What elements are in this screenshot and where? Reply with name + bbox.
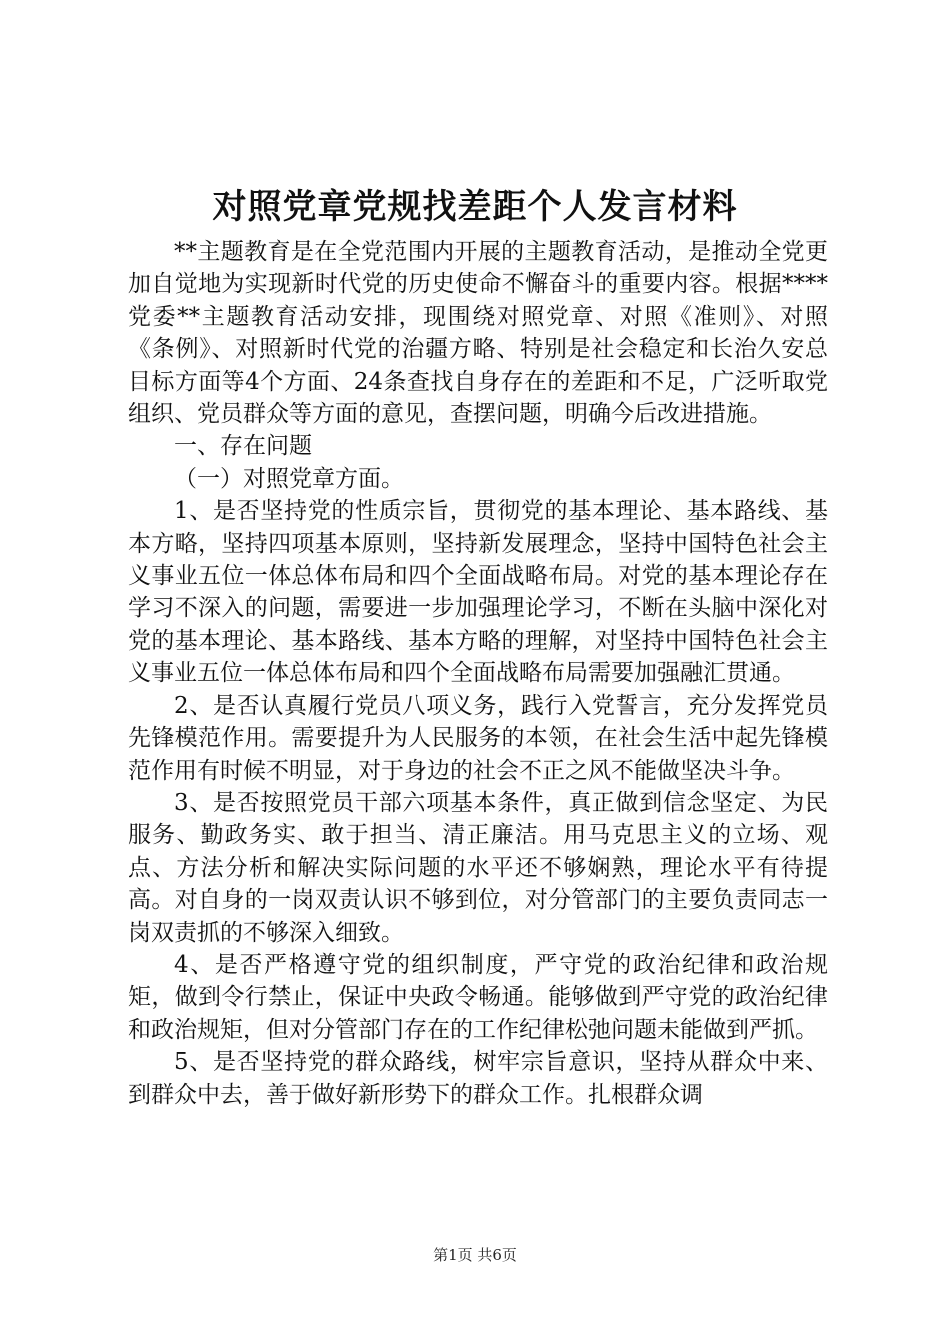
body-paragraph: 2、是否认真履行党员八项义务，践行入党誓言，充分发挥党员先锋模范作用。需要提升为人民服务的本领，在社会生活中起先锋模范作用有时候不明显，对于身边的社会不正之风不能做坚决斗争。	[128, 692, 828, 784]
section-heading: 一、存在问题	[174, 433, 312, 460]
body-paragraph: 1、是否坚持党的性质宗旨，贯彻党的基本理论、基本路线、基本方略，坚持四项基本原则，坚持新发展理念，坚持中国特色社会主义事业五位一体总体布局和四个全面战略布局。对党的基本理论存在学习不深入的问题，需要进一步加强理论学习，不断在头脑中深化对党的基本理论、基本路线、基本方略的理解，对坚持中国特色社会主义事业五位一体总体布局和四个全面战略布局需要加强融汇贯通。	[128, 498, 828, 687]
body-paragraph: 3、是否按照党员干部六项基本条件，真正做到信念坚定、为民服务、勤政务实、敢于担当、清正廉洁。用马克思主义的立场、观点、方法分析和解决实际问题的水平还不够娴熟，理论水平有待提高。对自身的一岗双责认识不够到位，对分管部门的主要负责同志一岗双责抓的不够深入细致。	[128, 789, 828, 946]
body-paragraph: 4、是否严格遵守党的组织制度，严守党的政治纪律和政治规矩，做到令行禁止，保证中央政令畅通。能够做到严守党的政治纪律和政治规矩，但对分管部门存在的工作纪律松弛问题未能做到严抓。	[128, 951, 828, 1043]
subsection-heading: （一）对照党章方面。	[174, 465, 404, 492]
page-number: 第1页 共6页	[433, 1246, 517, 1264]
intro-paragraph: **主题教育是在全党范围内开展的主题教育活动，是推动全党更加自觉地为实现新时代党的历史使命不懈奋斗的重要内容。根据****党委**主题教育活动安排，现围绕对照党章、对照《准则》、对照《条例》、对照新时代党的治疆方略、特别是社会稳定和长治久安总目标方面等4个方面、24条查找自身存在的差距和不足，广泛听取党组织、党员群众等方面的意见，查摆问题，明确今后改进措施。	[128, 239, 828, 428]
body-paragraph: 5、是否坚持党的群众路线，树牢宗旨意识，坚持从群众中来、到群众中去，善于做好新形势下的群众工作。扎根群众调	[128, 1049, 828, 1108]
document-body	[128, 236, 828, 1111]
document-title: 对照党章党规找差距个人发言材料	[212, 187, 738, 227]
